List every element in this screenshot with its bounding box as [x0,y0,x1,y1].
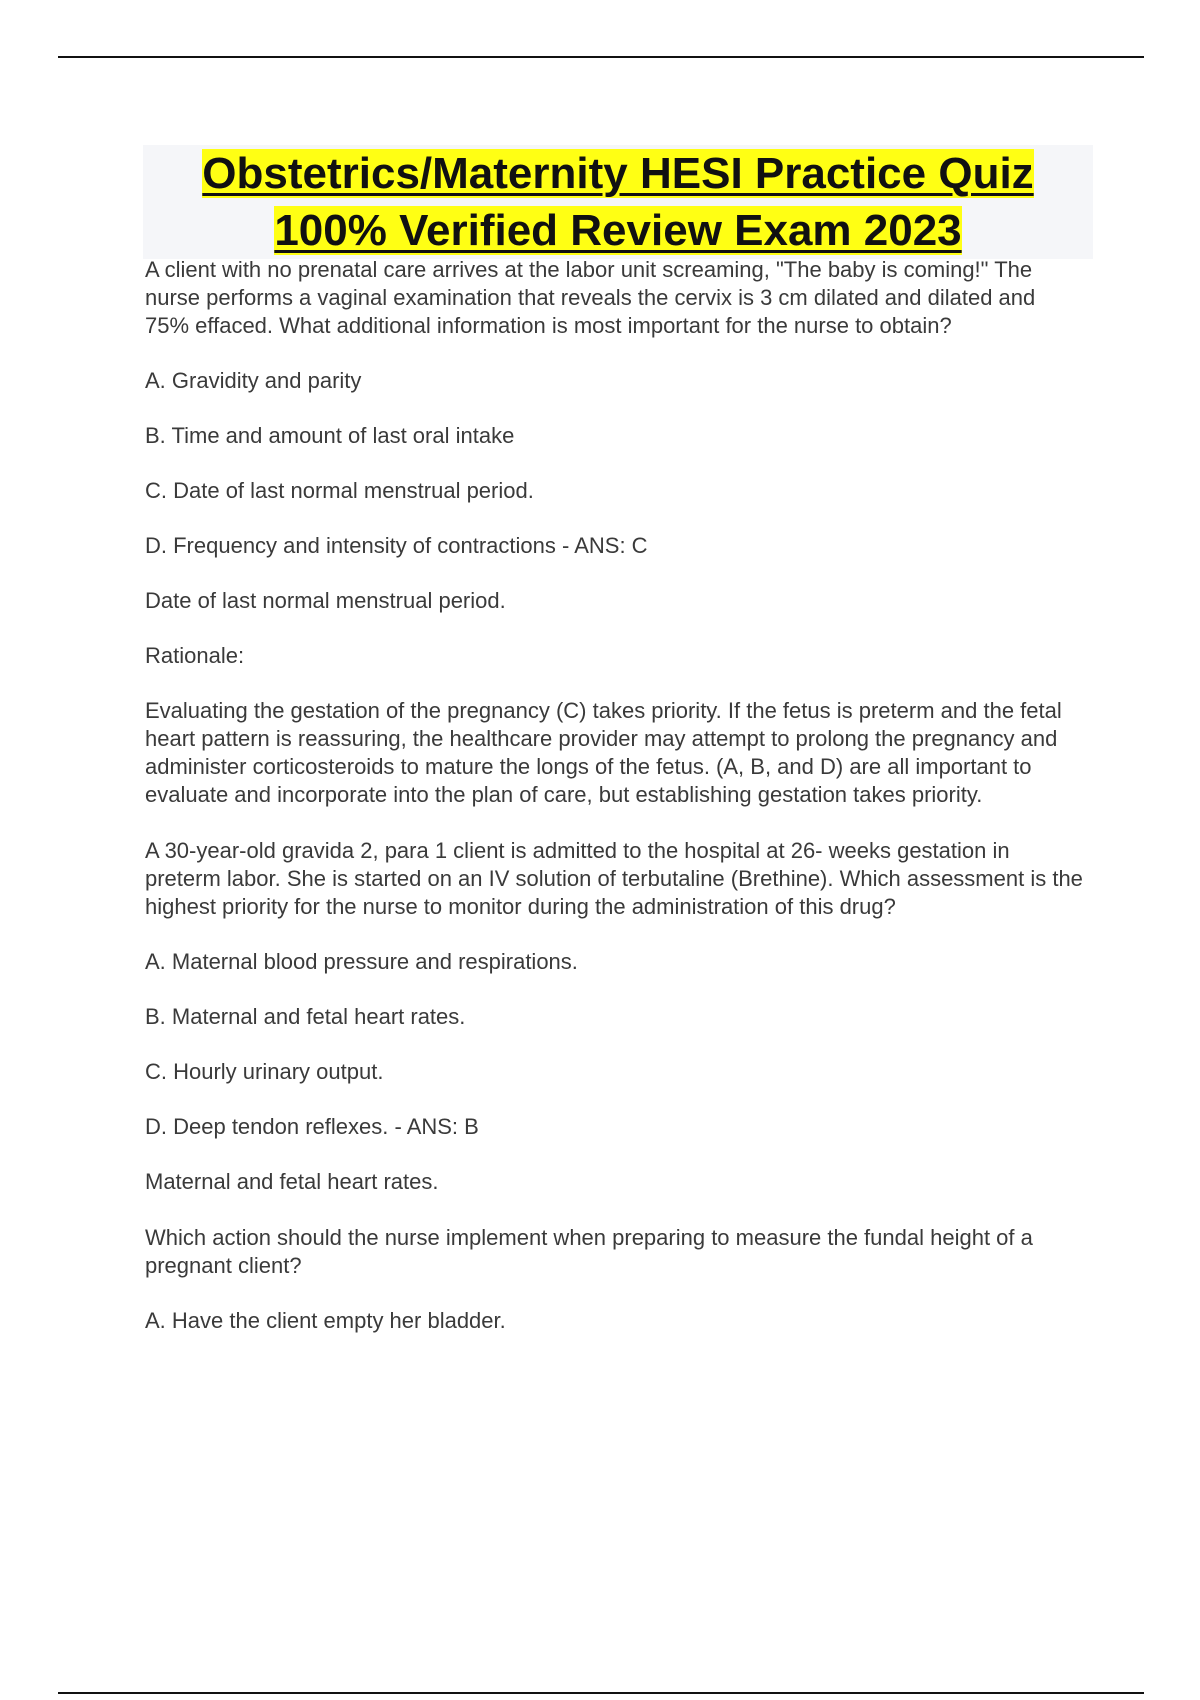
question-1-option-d: D. Frequency and intensity of contractions - ANS: C [145,533,648,558]
question-2-option-c: C. Hourly urinary output. [145,1059,384,1084]
question-2-stem: A 30-year-old gravida 2, para 1 client is admitted to the hospital at 26- weeks gestation in preterm labor. She is started on an IV solution of terbutaline (Brethine). Which assessment is the highest priority for the nurse to monitor during the administration of this drug? [145,838,1083,919]
title-line-1: Obstetrics/Maternity HESI Practice Quiz [202,149,1034,198]
title-line-2: 100% Verified Review Exam 2023 [274,206,962,255]
document-title [143,145,1093,259]
question-1-stem: A client with no prenatal care arrives at the labor unit screaming, "The baby is coming!" The nurse performs a vaginal examination that reveals the cervix is 3 cm dilated and dilated and 75% effaced. What additional information is most important for the nurse to obtain? [145,257,1036,338]
question-1-option-c: C. Date of last normal menstrual period. [145,478,534,503]
question-1-rationale: Evaluating the gestation of the pregnancy (C) takes priority. If the fetus is preterm and the fetal heart pattern is reassuring, the healthcare provider may attempt to prolong the pregnancy and administer corticosteroids to mature the longs of the fetus. (A, B, and D) are all important to evaluate and incorporate into the plan of care, but establishing gestation takes priority. [145,698,1062,807]
rationale-label: Rationale: [145,643,245,668]
top-rule [58,56,1144,58]
question-3-option-a: A. Have the client empty her bladder. [145,1308,506,1333]
bottom-rule [58,1692,1144,1694]
question-2-answer: Maternal and fetal heart rates. [145,1169,439,1194]
question-3-stem: Which action should the nurse implement when preparing to measure the fundal height of a pregnant client? [145,1225,1033,1278]
question-2-option-b: B. Maternal and fetal heart rates. [145,1004,466,1029]
question-2-option-a: A. Maternal blood pressure and respirations. [145,949,578,974]
question-2-option-d: D. Deep tendon reflexes. - ANS: B [145,1114,479,1139]
document-body [145,256,1085,1335]
question-1-option-b: B. Time and amount of last oral intake [145,423,515,448]
question-1-option-a: A. Gravidity and parity [145,368,362,393]
question-1-answer: Date of last normal menstrual period. [145,588,506,613]
